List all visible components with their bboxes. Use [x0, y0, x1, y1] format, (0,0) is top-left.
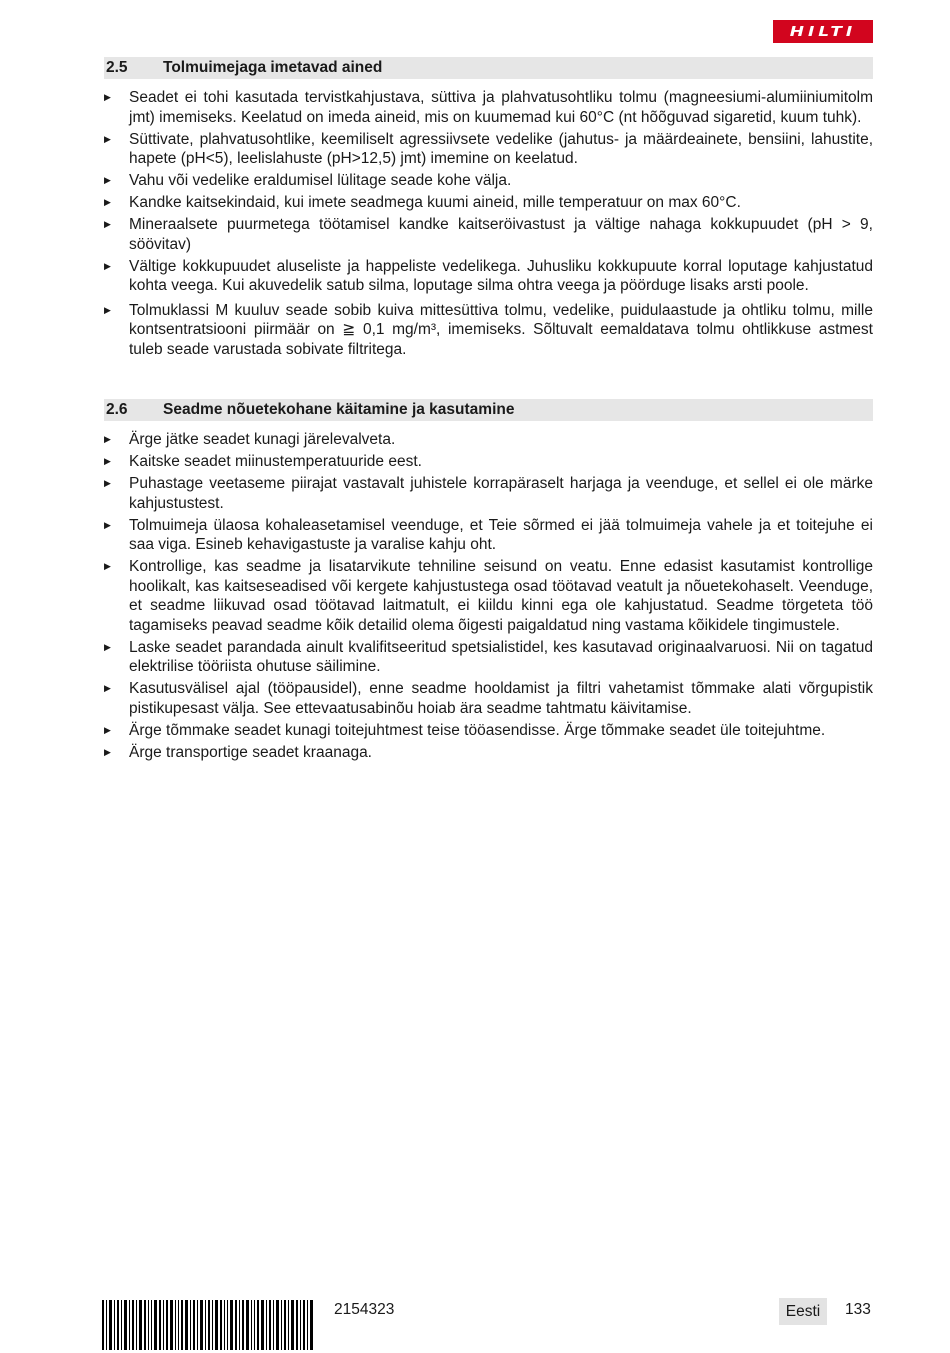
list-item: ▶ Puhastage veetaseme piirajat vastavalt juhistele korrapäraselt harjaga ja veenduge, et sellel ei ole märke kahjustustest. [104, 474, 873, 512]
list-item: ▶ Tolmuimeja ülaosa kohaleasetamisel veenduge, et Teie sõrmed ei jää tolmuimeja vahele ja et toitejuhe ei saa viga. Esineb kehavigastuste ja varalise kahju oht. [104, 516, 873, 554]
list-item: ▶ Kandke kaitsekindaid, kui imete seadmega kuumi aineid, mille temperatuur on max 60°C. [104, 194, 741, 212]
section-2-6 [104, 399, 873, 765]
list-item: ▶ Seadet ei tohi kasutada tervistkahjustava, süttiva ja plahvatusohtliku tolmu (magneesiumi-alumiiniumitolm jmt) imemiseks. Keelatud on imeda aineid, mis on kuumemad kui 60°C (nt hõõguvad sigaretid, kuum tuhk). [104, 89, 873, 126]
list-item: ▶ Kaitske seadet miinustemperatuuride eest. [104, 452, 422, 470]
bullet-triangle-icon: ▶ [104, 219, 111, 230]
section-number: 2.6 [106, 401, 128, 418]
bullet-triangle-icon: ▶ [104, 175, 111, 186]
bullet-triangle-icon: ▶ [104, 133, 111, 144]
bullet-triangle-icon: ▶ [104, 747, 111, 758]
list-item: ▶ Laske seadet parandada ainult kvalifitseeritud spetsialistidel, kes kasutavad originaalvaruosi. Nii on tagatud elektrilise tööriista ohutuse säilimine. [104, 638, 873, 676]
bullet-triangle-icon: ▶ [104, 92, 111, 102]
bullet-triangle-icon: ▶ [104, 455, 111, 466]
list-item: ▶ Ärge transportige seadet kraanaga. [104, 744, 372, 762]
section-title: Tolmuimejaga imetavad ained [163, 59, 383, 76]
page-number: 133 [845, 1301, 871, 1318]
logo-text: HILTI [789, 23, 857, 40]
section-2-5 [104, 57, 873, 362]
barcode-image [102, 1300, 314, 1350]
bullet-triangle-icon: ▶ [104, 683, 111, 694]
bullet-triangle-icon: ▶ [104, 725, 111, 736]
section-heading [104, 57, 873, 79]
bullet-triangle-icon: ▶ [104, 304, 111, 315]
bullet-triangle-icon: ▶ [104, 197, 111, 208]
hilti-logo [773, 20, 873, 43]
bullet-triangle-icon: ▶ [104, 641, 111, 652]
list-item: ▶ Kontrollige, kas seadme ja lisatarvikute tehniline seisund on veatu. Enne edasist kasutamist kontrollige hoolikalt, kas kaitseseadised või kergete kahjustustega osad töötavad veatult ja nõuetekohaselt. Veenduge, et seadme liikuvad osad töötavad laitmatult, ei kiildu kinni ega ole kahjustatud. Seadme törgeteta töö tagamiseks peavad seadme kõik detailid olema õigesti paigaldatud ning vastama kõikidele tingimustele. [104, 558, 873, 634]
list-item: ▶ Ärge tõmmake seadet kunagi toitejuhtmest teise tööasendisse. Ärge tõmmake seadet üle toitejuhtme. [104, 722, 826, 740]
language-label: Eesti [779, 1298, 827, 1325]
list-item: ▶ Ärge jätke seadet kunagi järelevalveta. [104, 431, 396, 448]
list-item: ▶ Vältige kokkupuudet aluseliste ja happeliste vedelikega. Juhusliku kokkupuute korral loputage kahjustatud kohta veega. Kui akuvedelik satub silma, loputage silma ohtra veega ja pöörduge lisaks arsti poole. [104, 257, 873, 295]
list-item: ▶ Kasutusvälisel ajal (tööpausidel), enne seadme hooldamist ja filtri vahetamist tõmmake alati võrgupistik pistikupesast välja. See ettevaatusabinõu hoiab ära seadme tahtmatu käivitamise. [104, 680, 873, 718]
list-item: ▶ Tolmuklassi M kuuluv seade sobib kuiva mittesüttiva tolmu, vedelike, puidulaastude ja ohtliku tolmu, mille kontsentratsiooni piirmäär on ≧ 0,1 mg/m³, imemiseks. Sõltuvalt eemaldatava tolmu ohtlikkuse astmest tuleb seade varustada sobivate filtritega. [104, 301, 873, 359]
bullet-triangle-icon: ▶ [104, 260, 111, 271]
document-number: 2154323 [334, 1301, 395, 1318]
bullet-list [104, 430, 873, 763]
section-number: 2.5 [106, 59, 128, 76]
list-item: ▶ Vahu või vedelike eraldumisel lülitage seade kohe välja. [104, 172, 512, 190]
bullet-triangle-icon: ▶ [104, 434, 111, 444]
list-item: ▶ Süttivate, plahvatusohtlike, keemiliselt agressiivsete vedelike (jahutus- ja määrdeainete, bensiini, lahustite, hapete (pH<5), leelislahuste (pH>12,5) jmt) imemine on keelatud. [104, 130, 873, 168]
bullet-triangle-icon: ▶ [104, 477, 111, 488]
bullet-triangle-icon: ▶ [104, 519, 111, 530]
bullet-list [104, 88, 873, 360]
section-title: Seadme nõuetekohane käitamine ja kasutamine [163, 401, 515, 418]
list-item: ▶ Mineraalsete puurmetega töötamisel kandke kaitseröivastust ja vältige nahaga kokkupuudet (pH > 9, söövitav) [104, 216, 873, 253]
section-heading [104, 399, 873, 421]
bullet-triangle-icon: ▶ [104, 561, 111, 572]
